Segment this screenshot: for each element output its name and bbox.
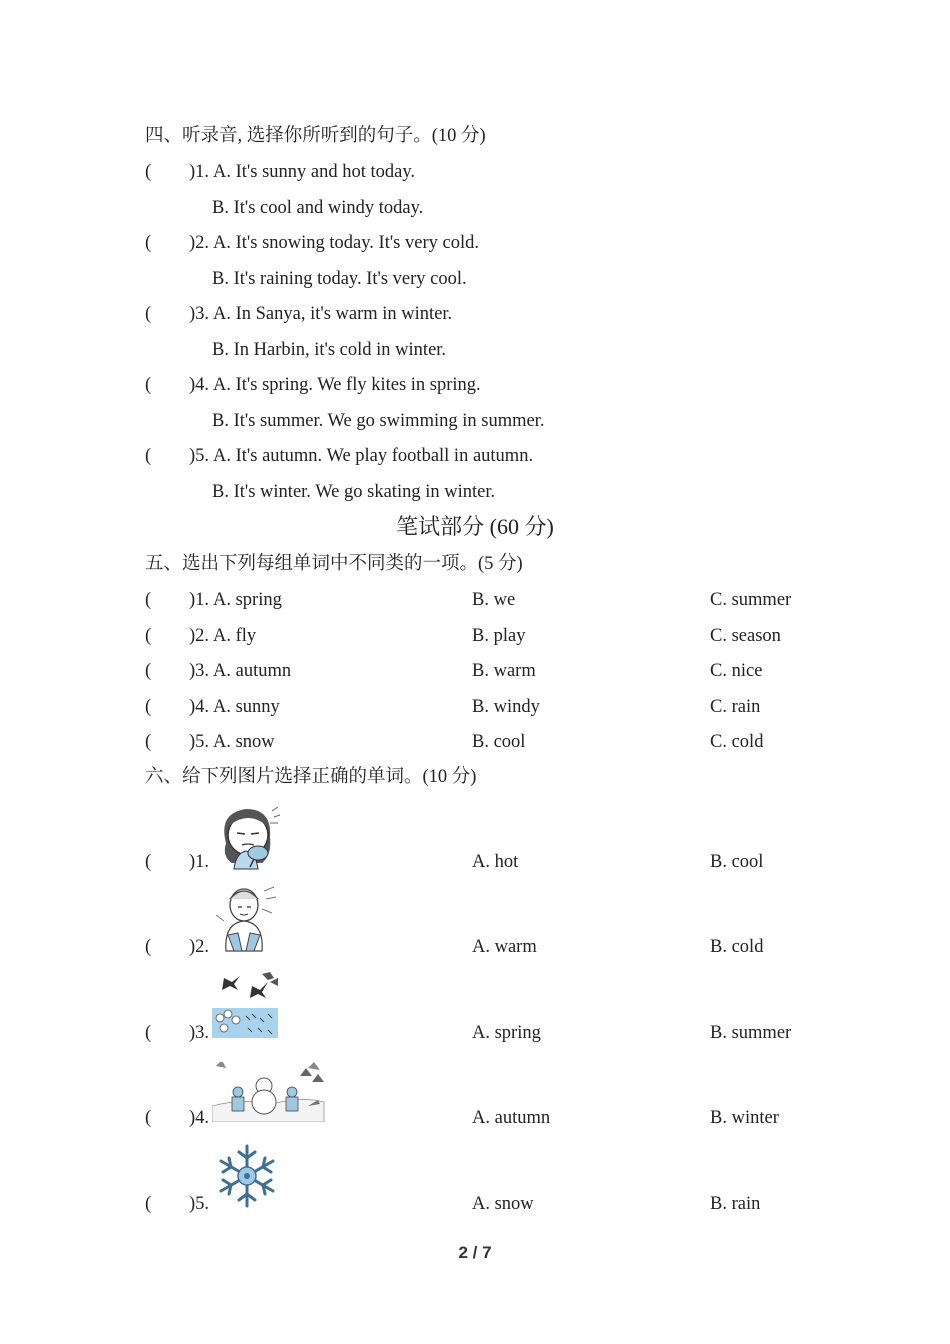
answer-paren[interactable]: ( [145,1194,152,1214]
answer-paren[interactable]: ( [145,1108,152,1128]
option-b: B. we [472,590,516,610]
snowflake-icon [214,1144,280,1208]
option-b: B. cool [710,852,764,872]
option-b: B. play [472,626,526,646]
option-c: C. season [710,626,781,646]
hot-girl-fanning-icon [212,803,282,871]
option-a: A. It's spring. We fly kites in spring. [213,375,481,395]
question-number: )3. [189,661,210,681]
question-number: )5. [189,1194,210,1214]
answer-paren[interactable]: ( [145,1023,152,1043]
option-a: A. It's autumn. We play football in autumn. [213,446,534,466]
option-a: A. In Sanya, it's warm in winter. [213,304,453,324]
option-a: A. fly [213,626,257,646]
spring-swallows-icon [212,968,280,1040]
option-a: A. warm [472,937,537,957]
question-number: )3. [189,1023,210,1043]
section5-title: 五、选出下列每组单词中不同类的一项。(5 分) [145,554,523,574]
question-number: )2. [189,937,210,957]
option-b: B. In Harbin, it's cold in winter. [212,340,447,360]
answer-paren[interactable]: ( [145,375,152,395]
option-a: A. sunny [213,697,280,717]
answer-paren[interactable]: ( [145,732,152,752]
option-a: A. hot [472,852,519,872]
option-b: B. cool [472,732,526,752]
question-number: )5. [189,446,210,466]
option-b: B. winter [710,1108,779,1128]
option-b: B. rain [710,1194,761,1214]
page-number: 2 / 7 [458,1243,492,1262]
question-number: )4. [189,1108,210,1128]
option-a: A. snow [213,732,275,752]
option-a: A. autumn [213,661,292,681]
option-c: C. rain [710,697,761,717]
option-b: B. It's winter. We go skating in winter. [212,482,496,502]
answer-paren[interactable]: ( [145,590,152,610]
answer-paren[interactable]: ( [145,304,152,324]
question-number: )1. [189,852,210,872]
option-a: A. snow [472,1194,534,1214]
section4-title: 四、听录音, 选择你所听到的句子。(10 分) [145,126,486,146]
option-a: A. It's snowing today. It's very cold. [213,233,479,253]
answer-paren[interactable]: ( [145,626,152,646]
answer-paren[interactable]: ( [145,852,152,872]
option-b: B. windy [472,697,540,717]
answer-paren[interactable]: ( [145,661,152,681]
option-c: C. cold [710,732,764,752]
option-b: B. It's cool and windy today. [212,198,424,218]
question-number: )1. [189,162,210,182]
question-number: )1. [189,590,210,610]
option-c: C. nice [710,661,763,681]
option-a: A. It's sunny and hot today. [213,162,416,182]
cold-grandma-icon [212,885,278,955]
kids-snowman-icon [212,1062,326,1122]
option-b: B. summer [710,1023,792,1043]
option-a: A. spring [472,1023,541,1043]
option-a: A. spring [213,590,282,610]
option-b: B. cold [710,937,764,957]
option-b: B. It's raining today. It's very cool. [212,269,467,289]
option-b: B. warm [472,661,536,681]
option-c: C. summer [710,590,792,610]
answer-paren[interactable]: ( [145,162,152,182]
question-number: )2. [189,626,210,646]
written-part-title: 笔试部分 (60 分) [396,514,554,539]
answer-paren[interactable]: ( [145,233,152,253]
question-number: )3. [189,304,210,324]
question-number: )5. [189,732,210,752]
question-number: )4. [189,375,210,395]
question-number: )2. [189,233,210,253]
question-number: )4. [189,697,210,717]
option-a: A. autumn [472,1108,551,1128]
section6-title: 六、给下列图片选择正确的单词。(10 分) [145,767,477,787]
answer-paren[interactable]: ( [145,446,152,466]
answer-paren[interactable]: ( [145,937,152,957]
option-b: B. It's summer. We go swimming in summer. [212,411,545,431]
answer-paren[interactable]: ( [145,697,152,717]
